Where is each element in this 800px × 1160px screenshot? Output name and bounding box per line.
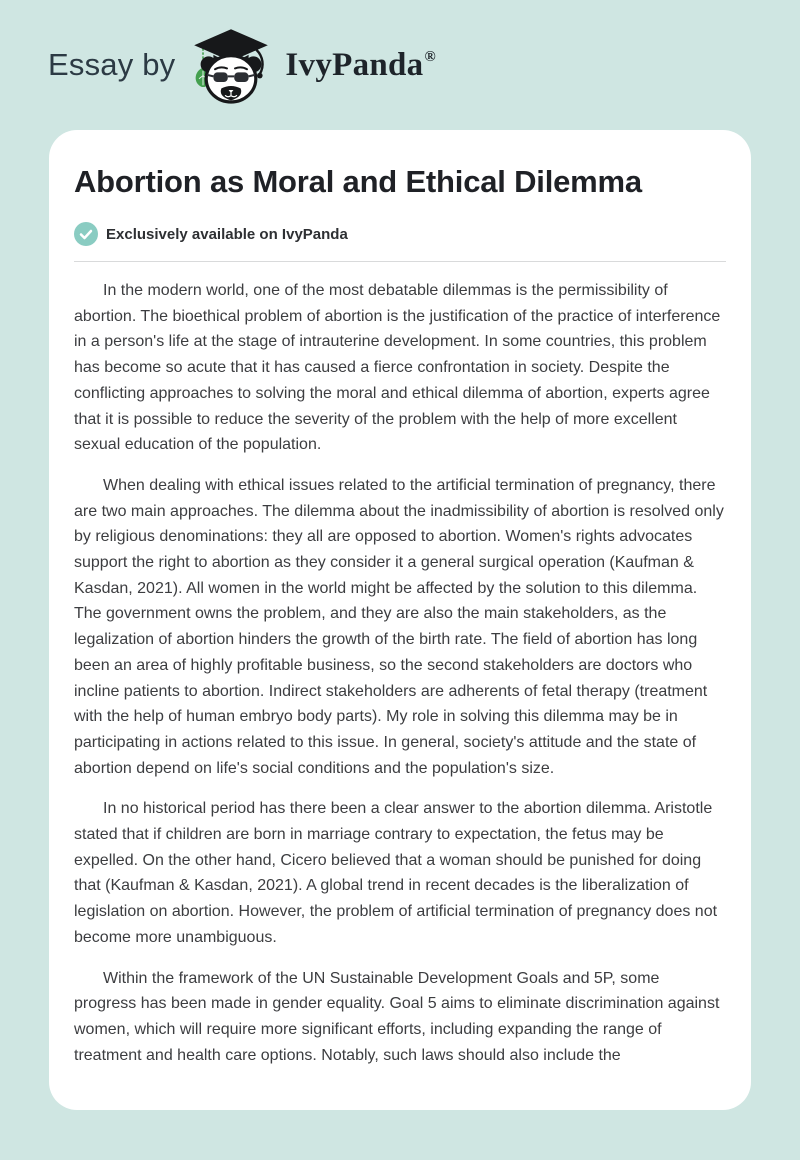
essay-paragraph-2: When dealing with ethical issues related to the artificial termination of pregnancy, there are two main approaches. The dilemma about the inadmissibility of abortion is resolved only by religious denominations: they all are opposed to abortion. Women's rights advocates support the right to abortion as they consider it a general surgical operation (Kaufman & Kasdan, 2021). All women in the world might be affected by the solution to this dilemma. The government owns the problem, and they are also the main stakeholders, as the legalization of abortion hinders the growth of the birth rate. The field of abortion has long been an area of highly profitable business, so the second stakeholders are doctors who incline patients to abortion. Indirect stakeholders are adherents of fetal therapy (treatment with the help of human embryo body parts). My role in solving this dilemma may be in participating in actions related to this issue. In general, society's attitude and the state of abortion depend on life's social conditions and the population's size.: [74, 476, 724, 777]
essay-paragraph-4: Within the framework of the UN Sustainable Development Goals and 5P, some progress has been made in gender equality. Goal 5 aims to eliminate discrimination against women, which will require more significant efforts, including expanding the range of treatment and health care options. Notably, such laws should also include the: [74, 969, 720, 1064]
essay-paragraph-3: In no historical period has there been a clear answer to the abortion dilemma. Aristotle stated that if children are born in marriage contrary to expectation, the fetus may be expelled. On the other hand, Cicero believed that a woman should be punished for doing that (Kaufman & Kasdan, 2021). A global trend in recent decades is the liberalization of legislation on abortion. However, the problem of artificial termination of pregnancy does not become more unambiguous.: [74, 800, 718, 946]
essay-paragraph-1: In the modern world, one of the most debatable dilemmas is the permissibility of abortion. The bioethical problem of abortion is the justification of the practice of interference in a person's life at the stage of intrauterine development. In some countries, this problem has become so acute that it has caused a fierce confrontation in society. Despite the conflicting approaches to solving the moral and ethical dilemma of abortion, experts agree that it is possible to reduce the severity of the problem with the help of more excellent sexual education of the population.: [74, 282, 721, 454]
check-circle-icon: [74, 222, 98, 246]
essay-card: [49, 130, 751, 1110]
availability-label: Exclusively available on IvyPanda: [106, 225, 348, 243]
essay-by-label: Essay by: [48, 47, 176, 82]
brand-name: [285, 47, 436, 84]
registered-mark: ®: [424, 48, 436, 65]
page-header: [0, 0, 800, 100]
essay-body: [74, 278, 726, 1068]
brand-text: IvyPanda: [285, 46, 424, 83]
essay-title: Abortion as Moral and Ethical Dilemma: [74, 164, 642, 199]
divider: [74, 261, 726, 262]
availability-row: [74, 222, 726, 246]
ivypanda-panda-logo-icon: [191, 27, 271, 105]
